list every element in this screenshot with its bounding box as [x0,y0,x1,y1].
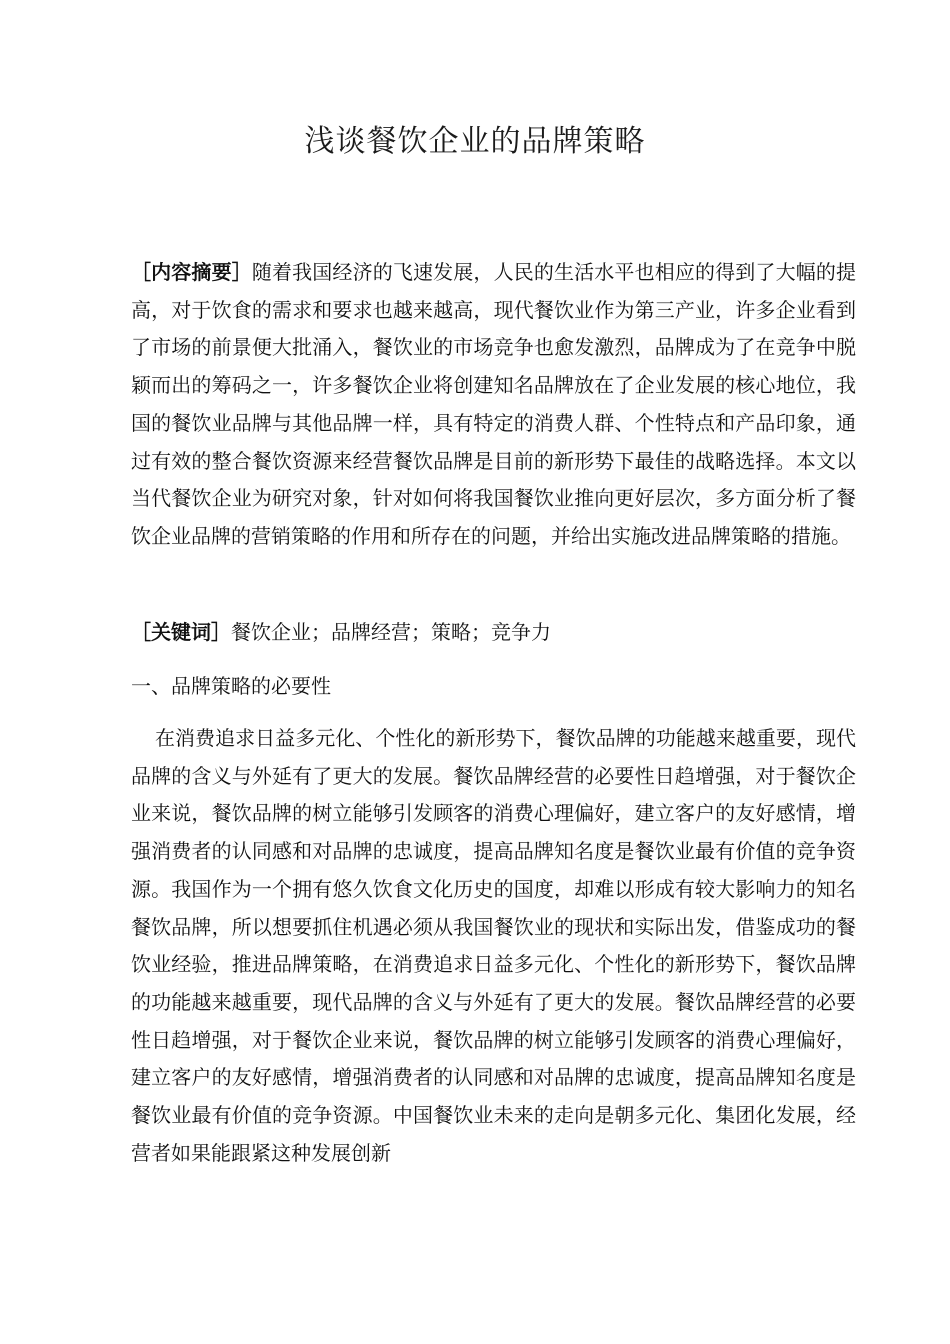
abstract-text: 随着我国经济的飞速发展，人民的生活水平也相应的得到了大幅的提高，对于饮食的需求和要求也越来越高，现代餐饮业作为第三产业，许多企业看到了市场的前景便大批涌入，餐饮业的市场竞争也愈发激烈，品牌成为了在竞争中脱颖而出的筹码之一，许多餐饮企业将创建知名品牌放在了企业发展的核心地位，我国的餐饮业品牌与其他品牌一样，具有特定的消费人群、个性特点和产品印象，通过有效的整合餐饮资源来经营餐饮品牌是目前的新形势下最佳的战略选择。本文以当代餐饮企业为研究对象，针对如何将我国餐饮业推向更好层次，多方面分析了餐饮企业品牌的营销策略的作用和所存在的问题，并给出实施改进品牌策略的措施。 [131,260,857,548]
section-body-paragraph: 在消费追求日益多元化、个性化的新形势下，餐饮品牌的功能越来越重要，现代品牌的含义与外延有了更大的发展。餐饮品牌经营的必要性日趋增强，对于餐饮企业来说，餐饮品牌的树立能够引发顾客的消费心理偏好，建立客户的友好感情，增强消费者的认同感和对品牌的忠诚度，提高品牌知名度是餐饮业最有价值的竞争资源。我国作为一个拥有悠久饮食文化历史的国度，却难以形成有较大影响力的知名餐饮品牌，所以想要抓住机遇必须从我国餐饮业的现状和实际出发，借鉴成功的餐饮业经验，推进品牌策略，在消费追求日益多元化、个性化的新形势下，餐饮品牌的功能越来越重要，现代品牌的含义与外延有了更大的发展。餐饮品牌经营的必要性日趋增强，对于餐饮企业来说，餐饮品牌的树立能够引发顾客的消费心理偏好，建立客户的友好感情，增强消费者的认同感和对品牌的忠诚度，提高品牌知名度是餐饮业最有价值的竞争资源。中国餐饮业未来的走向是朝多元化、集团化发展，经营者如果能跟紧这种发展创新 [131,726,856,1165]
keywords-line [131,614,856,651]
document-title: 浅谈餐饮企业的品牌策略 [304,124,646,159]
keywords-text: 餐饮企业；品牌经营；策略；竞争力 [231,620,551,644]
section-heading: 一、品牌策略的必要性 [131,674,331,698]
keywords-label: ［关键词］ [131,620,231,644]
abstract-label: ［内容摘要］ [131,260,252,284]
abstract-paragraph [131,254,856,556]
